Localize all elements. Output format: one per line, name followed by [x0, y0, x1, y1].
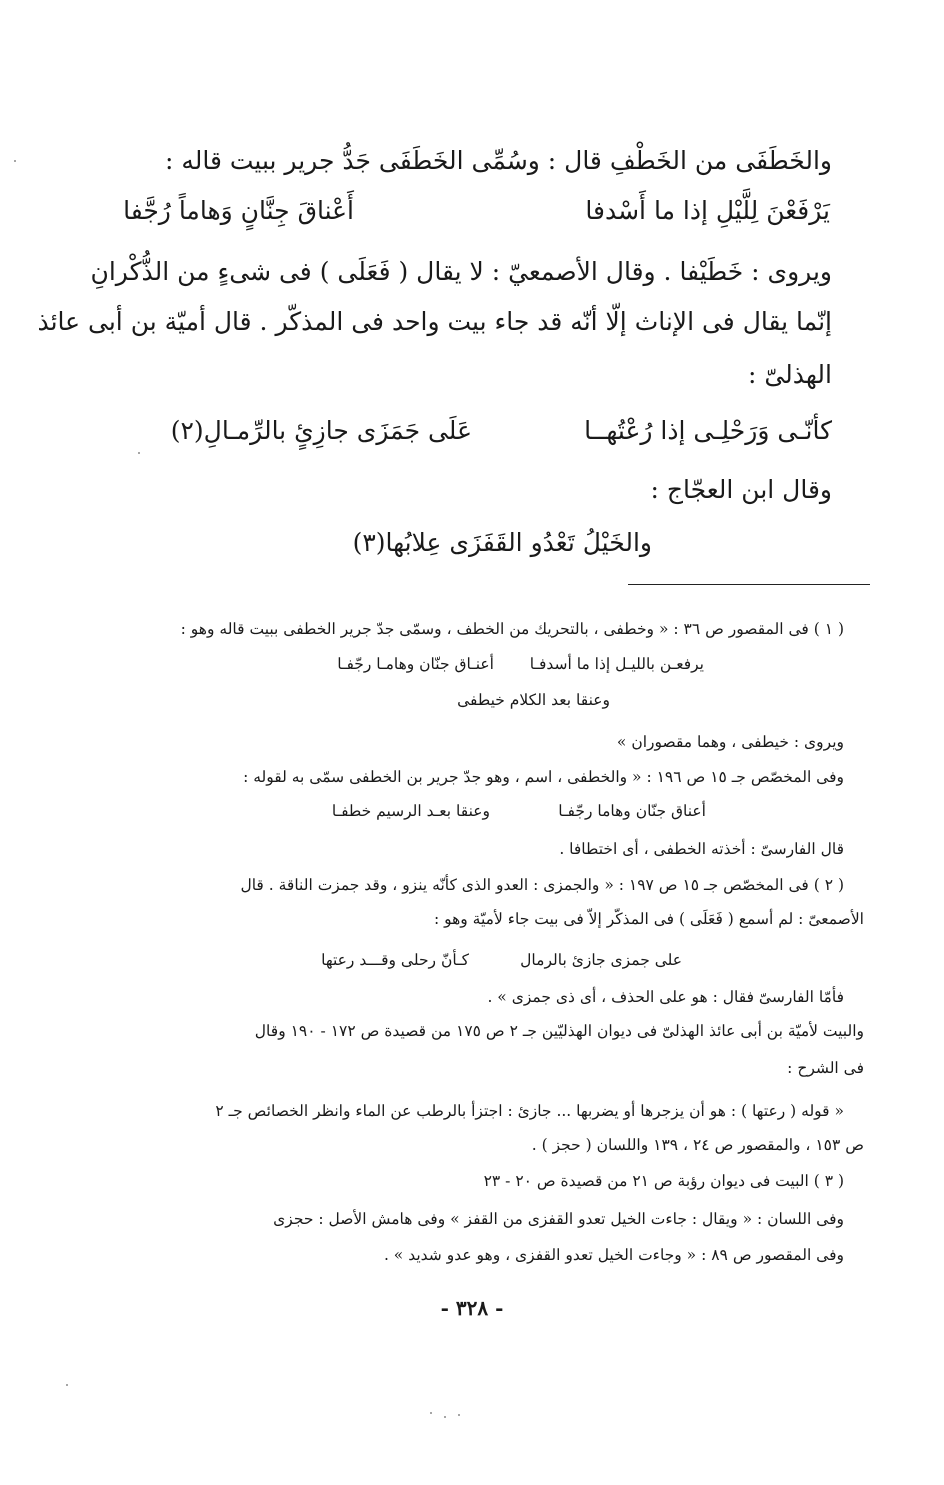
main-text-line-1: والخَطَفَى من الخَطْفِ قال : وسُمِّى الخَطَفَى جَدُّ جرير ببيت قاله :: [164, 146, 832, 175]
footnote-1-verse-2: وعنقا بعد الكلام خيطفى: [457, 691, 610, 709]
scan-speck: [138, 452, 140, 454]
footnote-1-line-4: قال الفارسىّ : أخذته الخطفى ، أى اختطافا .: [559, 840, 844, 858]
footnote-2-verse-right: كـأنّ رحلى وقـــد رعتها: [321, 951, 469, 969]
footnote-2-line-4: والبيت لأميّة بن أبى عائذ الهذلىّ فى ديوان الهذليّين جـ ٢ ص ١٧٥ من قصيدة ص ١٧٢ - ١٩٠ وقال: [254, 1022, 864, 1040]
scan-speck: [458, 1414, 460, 1416]
footnote-2-verse-left: على جمزى جازئ بالرمال: [520, 951, 682, 969]
footnote-2-line-5: فى الشرح :: [787, 1059, 864, 1077]
footnote-1-line-2: ويروى : خيطفى ، وهما مقصوران »: [616, 733, 844, 751]
verse-1-hemistich-left: أَعْناقَ جِنَّانٍ وَهاماً رُجَّفا: [123, 196, 354, 225]
scan-speck: [14, 160, 16, 162]
footnote-1-line-3: وفى المخصّص جـ ١٥ ص ١٩٦ : « والخطفى ، اسم ، وهو جدّ جرير بن الخطفى سمّى به لقوله :: [243, 768, 844, 786]
footnote-1-verse-left: أعنـاق جنّان وهامـا رجّفـا: [337, 655, 494, 673]
scan-speck: [66, 1384, 68, 1386]
footnote-2-line-1: ( ٢ ) فى المخصّص جـ ١٥ ص ١٩٧ : « والجمزى : العدو الذى كأنّه ينزو ، وقد جمزت الناقة . قال: [240, 876, 844, 894]
verse-3: والخَيْلُ تَعْدُو القَفَزَى عِلابُها(٣): [352, 528, 652, 557]
page-number: - ٣٢٨ -: [440, 1296, 504, 1320]
main-text-line-4: الهذلىّ :: [747, 360, 832, 389]
footnote-1-verse-3-left: وعنقا بعـد الرسيم خطفـا: [331, 802, 490, 820]
footnote-1-line-1: ( ١ ) فى المقصور ص ٣٦ : « وخطفى ، بالتحريك من الخطف ، وسمّى جدّ جرير الخطفى ببيت قاله وهو :: [180, 620, 844, 638]
main-text-line-5: وقال ابن العجّاج :: [650, 475, 832, 504]
verse-2-hemistich-left: عَلَى جَمَزَى جازِئٍ بالرِّمـالِ(٢): [170, 416, 472, 445]
footnote-1-verse-right: يرفعـن بالليـل إذا ما أسدفـا: [529, 655, 704, 673]
footnote-2-line-3: فأمّا الفارسىّ فقال : هو على الحذف ، أى ذى جمزى » .: [487, 988, 844, 1006]
verse-1-hemistich-right: يَرْفَعْنَ لِلَّيْلِ إذا ما أَسْدفا: [585, 196, 830, 225]
footnote-1-verse-3-right: أعناق جنّان وهاما رجّفـا: [558, 802, 706, 820]
main-text-line-3: إنّما يقال فى الإناث إلّا أنّه قد جاء بيت واحد فى المذكّر . قال أميّة بن أبى عائذ: [37, 307, 832, 336]
footnote-separator: [628, 584, 870, 585]
footnote-2-line-6: « قوله ( رعتها ) : هو أن يزجرها أو يضربها ... جازئ : اجتزأ بالرطب عن الماء وانظر الخصائص جـ ٢: [215, 1102, 844, 1120]
footnote-3-line-2: وفى اللسان : « ويقال : جاءت الخيل تعدو القفزى من القفز » وفى هامش الأصل : حجزى: [273, 1210, 844, 1228]
scan-speck: [444, 1416, 446, 1418]
footnote-2-line-2: الأصمعىّ : لم أسمع ( فَعَلَى ) فى المذكّر إلاّ فى بيت جاء لأميّة وهو :: [433, 910, 864, 928]
main-text-line-2: ويروى : خَطَيْفا . وقال الأصمعيّ : لا يقال ( فَعَلَى ) فى شىءٍ من الذُّكْرانِ: [90, 257, 832, 286]
scan-speck: [430, 1412, 432, 1414]
footnote-3-line-1: ( ٣ ) البيت فى ديوان رؤبة ص ٢١ من قصيدة ص ٢٠ - ٢٣: [483, 1172, 844, 1190]
footnote-2-line-7: ص ١٥٣ ، والمقصور ص ٢٤ ، ١٣٩ واللسان ( حجز ) .: [531, 1136, 864, 1154]
footnote-3-line-3: وفى المقصور ص ٨٩ : « وجاءت الخيل تعدو القفزى ، وهو عدو شديد » .: [383, 1246, 844, 1264]
verse-2-hemistich-right: كأنّـى وَرَحْلِـى إذا رُعْتُهــا: [584, 416, 832, 445]
